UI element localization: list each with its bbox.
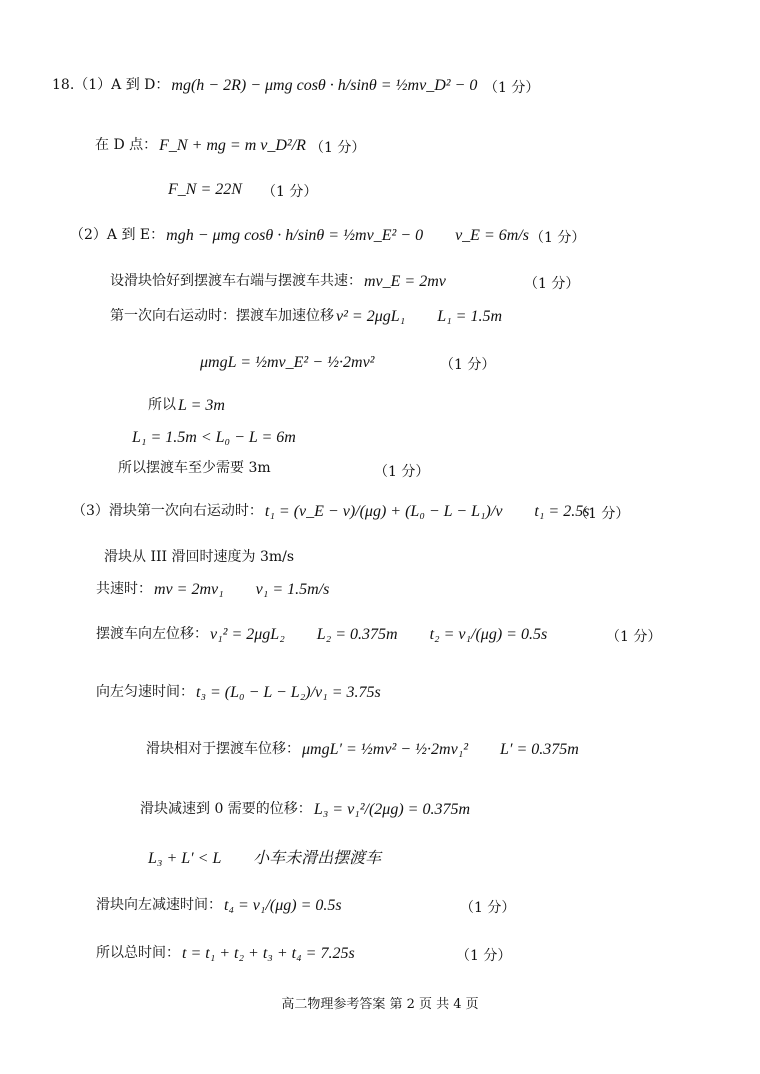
solution-text: 向左匀速时间： [96, 684, 194, 701]
solution-formula: F_N + mg = m v_D²/R [159, 137, 306, 154]
solution-formula: mgh − μmg cosθ · h/sinθ = ½mv_E² − 0 v_E = 6m/s [166, 227, 529, 244]
solution-line [96, 944, 355, 963]
score-mark: （1 分） [456, 948, 512, 964]
solution-line [146, 849, 381, 868]
solution-text: （2）A 到 E： [70, 227, 165, 244]
solution-line [96, 896, 342, 915]
solution-text: 滑块从 III 滑回时速度为 3m/s [104, 549, 295, 565]
solution-text: 设滑块恰好到摆渡车右端与摆渡车共速： [110, 273, 362, 290]
score-mark: （1 分） [440, 357, 496, 373]
solution-formula: v² = 2μgL₁ L₁ = 1.5m [336, 308, 503, 325]
solution-line [104, 549, 294, 566]
score-mark: （1 分） [374, 464, 430, 480]
solution-formula: L = 3m [178, 397, 225, 414]
solution-formula: mv = 2mv₁ v₁ = 1.5m/s [154, 581, 330, 598]
score-mark: （1 分） [460, 900, 516, 916]
solution-formula: L₃ + L′ < L 小车未滑出摆渡车 [148, 850, 382, 867]
solution-line [118, 460, 271, 477]
solution-text: 所以总时间： [96, 945, 180, 962]
score-mark: （1 分） [574, 506, 630, 522]
solution-formula: μmgL′ = ½mv² − ½·2mv₁² L′ = 0.375m [302, 741, 579, 758]
solution-text: 所以 [148, 397, 176, 414]
solution-formula: L₃ = v₁²/(2μg) = 0.375m [313, 801, 471, 818]
solution-line [146, 740, 579, 759]
page-footer: 高二物理参考答案 第 2 页 共 4 页 [281, 997, 479, 1012]
solution-line [198, 353, 374, 372]
solution-text: 第一次向右运动时：摆渡车加速位移 [110, 308, 334, 325]
solution-line [96, 683, 381, 702]
solution-formula: t₁ = (v_E − v)/(μg) + (L₀ − L − L₁)/v t₁ = 2.5s [264, 503, 590, 520]
solution-formula: F_N = 22N [168, 181, 242, 198]
solution-text: 滑块减速到 0 需要的位移： [140, 801, 312, 818]
solution-line [95, 136, 306, 155]
solution-line [96, 580, 329, 599]
score-mark: （1 分） [262, 184, 318, 200]
solution-line [72, 502, 589, 521]
solution-formula: L₁ = 1.5m < L₀ − L = 6m [132, 429, 296, 446]
solution-line [70, 226, 529, 245]
solution-line [110, 307, 502, 326]
score-mark: （1 分） [484, 80, 540, 96]
solution-line [52, 76, 477, 95]
solution-text: 滑块相对于摆渡车位移： [146, 741, 300, 758]
solution-line [130, 428, 296, 447]
score-mark: （1 分） [310, 140, 366, 156]
solution-formula: t₃ = (L₀ − L − L₂)/v₁ = 3.75s [196, 684, 381, 701]
solution-line [166, 180, 242, 199]
score-mark: （1 分） [530, 230, 586, 246]
solution-text: 在 D 点： [95, 137, 158, 154]
solution-text: 滑块向左减速时间： [96, 897, 222, 914]
solution-text: （3）滑块第一次向右运动时： [72, 503, 263, 520]
solution-text: 共速时： [96, 581, 152, 598]
solution-text: 18.（1）A 到 D： [52, 77, 170, 94]
solution-text: 摆渡车向左位移： [96, 626, 208, 643]
solution-formula: v₁² = 2μgL₂ L₂ = 0.375m t₂ = v₁/(μg) = 0.5s [210, 626, 548, 643]
solution-text: 所以摆渡车至少需要 3m [118, 460, 271, 476]
solution-line [148, 396, 225, 415]
solution-formula: mv_E = 2mv [364, 273, 446, 290]
solution-formula: μmgL = ½mv_E² − ½·2mv² [200, 354, 375, 371]
solution-formula: mg(h − 2R) − μmg cosθ · h/sinθ = ½mv_D² − 0 [171, 77, 478, 94]
solution-formula: t₄ = v₁/(μg) = 0.5s [224, 897, 342, 914]
solution-line [140, 800, 470, 819]
score-mark: （1 分） [524, 276, 580, 292]
solution-line [110, 272, 446, 291]
solution-line [96, 625, 547, 644]
solution-formula: t = t₁ + t₂ + t₃ + t₄ = 7.25s [182, 945, 355, 962]
score-mark: （1 分） [606, 629, 662, 645]
